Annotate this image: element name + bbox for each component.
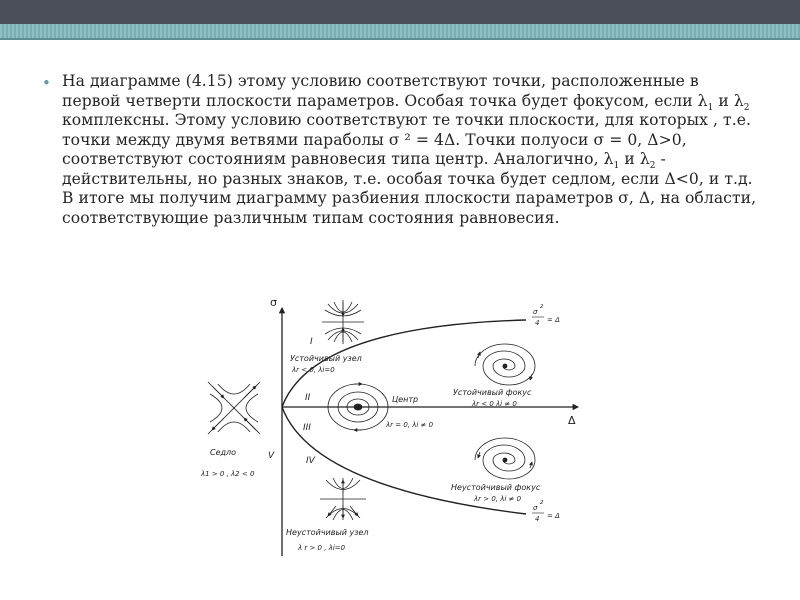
svg-text:= Δ: = Δ [547, 512, 560, 520]
body-paragraph [62, 72, 762, 228]
svg-text:4: 4 [535, 515, 540, 523]
stable-focus-condition: λr < 0 λi ≠ 0 [472, 400, 517, 408]
unstable-node-condition: λ r > 0 , λi=0 [298, 544, 346, 552]
region-label-I: I [310, 337, 313, 347]
subscript-2: 2 [743, 102, 750, 113]
text-part-3: комплексны. Этому условию соответствуют те точки плоскости, для которых , т.е. точки между двумя ветвями параболы σ ² = 4Δ. Точки полуоси σ = 0, Δ>0, соответствуют состояниям равновесия типа центр. Аналогично, λ [62, 111, 751, 168]
decorative-stripe-line [0, 38, 800, 40]
parabola-top-label [532, 304, 560, 327]
unstable-node-title: Неустойчивый узел [286, 528, 369, 537]
region-label-IV: IV [306, 456, 315, 466]
stable-focus-portrait [475, 344, 535, 385]
saddle-title: Седло [210, 448, 237, 457]
saddle-portrait [208, 382, 260, 434]
delta-axis-label: Δ [568, 414, 576, 427]
subscript-3: 1 [613, 161, 620, 172]
bullet-icon: • [42, 74, 51, 92]
svg-text:2: 2 [540, 500, 544, 506]
region-label-II: II [305, 393, 311, 403]
unstable-node-portrait [320, 478, 366, 520]
stable-focus-title: Устойчивый фокус [453, 388, 532, 397]
svg-text:2: 2 [540, 304, 544, 310]
parameter-plane-diagram [188, 288, 588, 588]
decorative-stripe [0, 24, 800, 38]
parabola-bottom-label [532, 500, 560, 523]
sigma-axis-label: σ [270, 296, 277, 309]
text-part-2: и λ [713, 91, 744, 110]
stable-node-condition: λr < 0, λi=0 [292, 366, 335, 374]
svg-text:= Δ: = Δ [547, 316, 560, 324]
bullet-item [42, 72, 762, 228]
svg-text:σ: σ [533, 308, 538, 316]
region-label-V: V [268, 451, 275, 461]
title-bar [0, 0, 800, 24]
subscript-1: 1 [707, 102, 714, 113]
region-label-III: III [303, 423, 311, 433]
text-part-4: и λ [619, 150, 650, 168]
stable-node-portrait [322, 300, 364, 344]
saddle-condition: λ1 > 0 , λ2 < 0 [201, 470, 255, 478]
unstable-focus-portrait [475, 438, 535, 479]
svg-text:4: 4 [535, 319, 540, 327]
text-part-5: - действительны, но разных знаков, т.е. особая точка будет седлом, если Δ<0, и т.д. В итоге мы получим диаграмму разбиения плоскости параметров σ, Δ, на области, соответствующие различным типам состояния равновесия. [62, 150, 757, 227]
stable-node-title: Устойчивый узел [290, 354, 362, 363]
svg-text:σ: σ [533, 504, 538, 512]
subscript-4: 2 [649, 161, 656, 172]
center-title: Центр [392, 395, 419, 404]
unstable-focus-condition: λr > 0, λi ≠ 0 [474, 495, 522, 503]
text-part-1: На диаграмме (4.15) этому условию соответствуют точки, расположенные в первой четверти плоскости параметров. Особая точка будет фокусом, если λ [62, 72, 708, 110]
unstable-focus-title: Неустойчивый фокус [451, 483, 541, 492]
center-condition: λr = 0, λi ≠ 0 [386, 421, 434, 429]
